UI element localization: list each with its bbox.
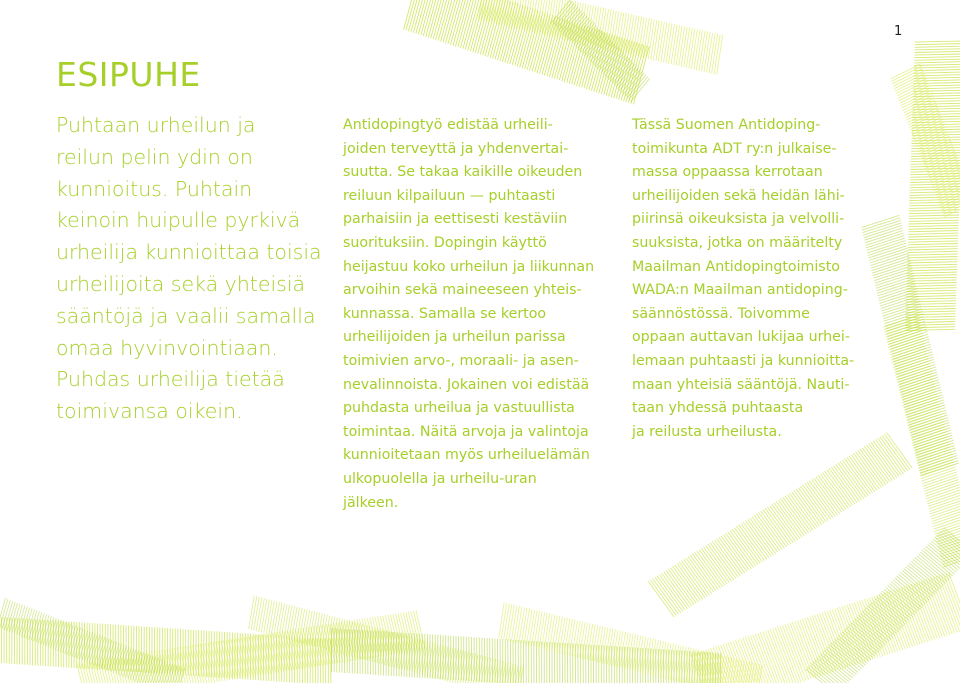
body-column-2 bbox=[343, 114, 618, 515]
lead-paragraph bbox=[56, 110, 321, 428]
column-2-line: suutta. Se takaa kaikille oikeuden bbox=[343, 164, 583, 181]
column-3-line: taan yhdessä puhtaasta bbox=[632, 400, 804, 417]
body-column-3 bbox=[632, 114, 907, 444]
column-2-line: heijastuu koko urheilun ja liikunnan bbox=[343, 258, 595, 275]
column-2-line: urheilijoiden ja urheilun parissa bbox=[343, 329, 566, 346]
column-2-line: reiluun kilpailuun — puhtaasti bbox=[343, 187, 556, 204]
lead-text-line: urheilija kunnioittaa toisia bbox=[56, 240, 322, 265]
lead-text-line: urheilijoita sekä yhteisiä bbox=[56, 271, 306, 296]
page-title: ESIPUHE bbox=[56, 55, 201, 94]
column-2-line: kunnassa. Samalla se kertoo bbox=[343, 305, 547, 322]
column-3-line: massa oppaassa kerrotaan bbox=[632, 164, 823, 181]
column-3-line: ja reilusta urheilusta. bbox=[632, 423, 782, 440]
lead-text-line: keinoin huipulle pyrkivä bbox=[56, 208, 301, 233]
column-3-line: piirinsä oikeuksista ja velvolli- bbox=[632, 211, 845, 228]
lead-text-line: toimivansa oikein. bbox=[56, 399, 243, 424]
column-3-line: maan yhteisiä sääntöjä. Nauti- bbox=[632, 376, 850, 393]
column-2-line: jälkeen. bbox=[343, 494, 399, 511]
column-3-line: suuksista, jotka on määritelty bbox=[632, 234, 843, 251]
column-2-line: kunnioitetaan myös urheiluelämän bbox=[343, 447, 590, 464]
column-3-line: urheilijoiden sekä heidän lähi- bbox=[632, 187, 845, 204]
column-2-line: joiden terveyttä ja yhdenvertai- bbox=[343, 140, 569, 157]
lead-text-line: sääntöjä ja vaalii samalla bbox=[56, 303, 316, 328]
column-2-line: puhdasta urheilua ja vastuullista bbox=[343, 400, 575, 417]
column-3-line: Maailman Antidopingtoimisto bbox=[632, 258, 840, 275]
column-2-line: suorituksiin. Dopingin käyttö bbox=[343, 234, 547, 251]
lead-text-line: Puhtaan urheilun ja bbox=[56, 113, 256, 137]
column-3-line: säännöstössä. Toivomme bbox=[632, 305, 810, 322]
page-number: 1 bbox=[894, 24, 903, 39]
column-2-line: parhaisiin ja eettisesti kestäviin bbox=[343, 211, 568, 228]
column-2-line: ulkopuolella ja urheilu-uran bbox=[343, 470, 537, 487]
column-2-line: toimivien arvo-, moraali- ja asen- bbox=[343, 352, 579, 369]
lead-text-line: Puhdas urheilija tietää bbox=[56, 367, 285, 392]
column-3-line: toimikunta ADT ry:n julkaise- bbox=[632, 140, 837, 157]
lead-text-line: reilun pelin ydin on bbox=[56, 144, 253, 169]
lead-text-line: omaa hyvinvointiaan. bbox=[56, 335, 278, 360]
column-2-line: arvoihin sekä maineeseen yhteis- bbox=[343, 282, 582, 299]
column-3-line: WADA:n Maailman antidoping- bbox=[632, 282, 848, 299]
column-2-line: nevalinnoista. Jokainen voi edistää bbox=[343, 376, 590, 393]
column-2-line: Antidopingtyö edistää urheili- bbox=[343, 117, 553, 133]
column-3-line: Tässä Suomen Antidoping- bbox=[632, 117, 821, 133]
column-3-line: lemaan puhtaasti ja kunnioitta- bbox=[632, 352, 855, 369]
column-2-line: toimintaa. Näitä arvoja ja valintoja bbox=[343, 423, 589, 440]
lead-text-line: kunnioitus. Puhtain bbox=[56, 176, 253, 201]
column-3-line: oppaan auttavan lukijaa urhei- bbox=[632, 329, 850, 346]
